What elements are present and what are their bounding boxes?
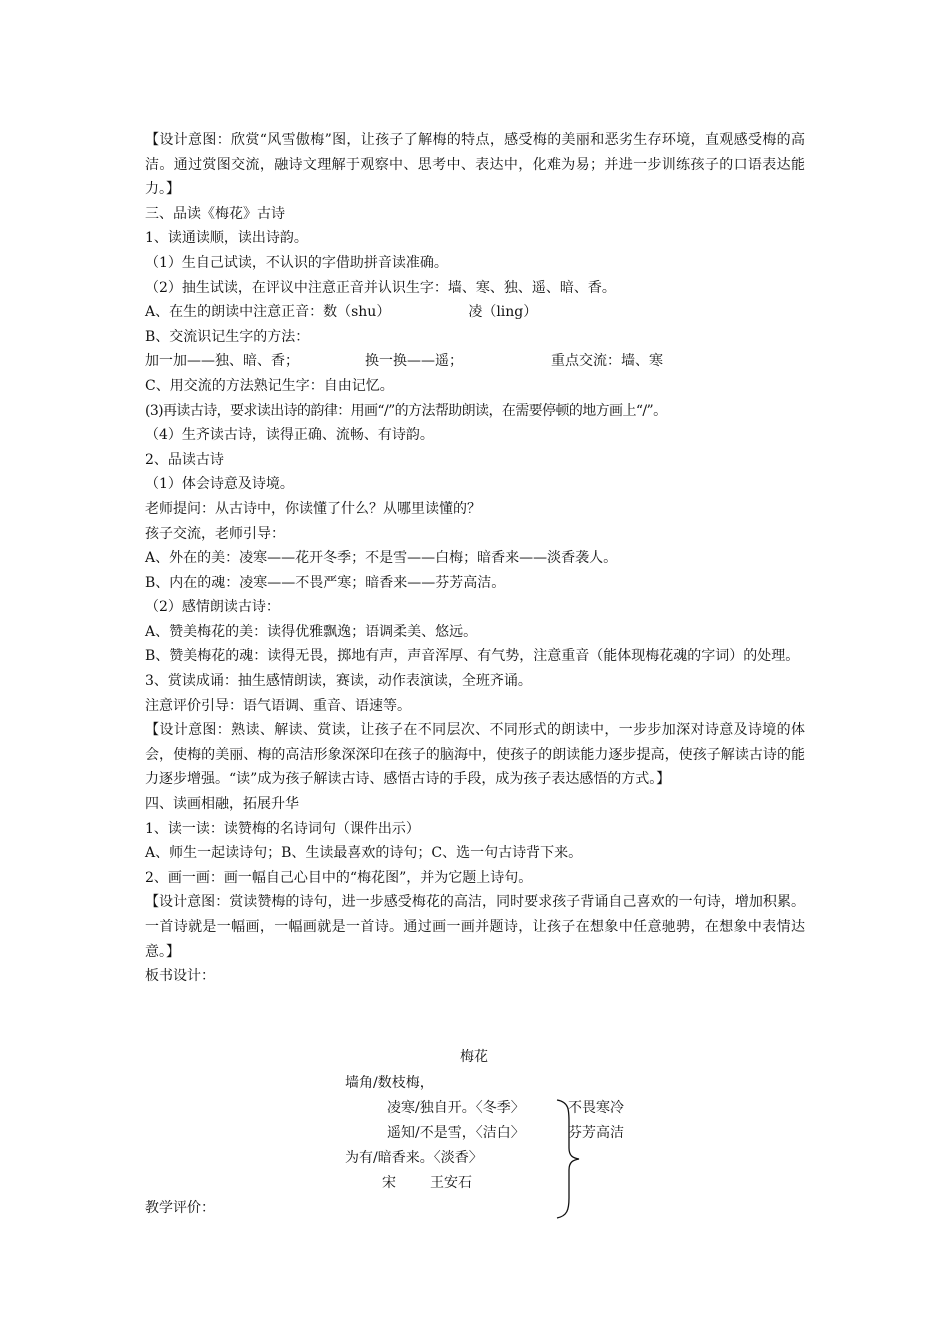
section-heading: 三、品读《梅花》古诗 xyxy=(145,205,285,222)
board-label: 板书设计： xyxy=(145,968,215,985)
design-intent-paragraph: 【设计意图：赏读赞梅的诗句，进一步感受梅花的高洁，同时要求孩子背诵自己喜欢的一句诗，增加积累。一首诗就是一幅画，一幅画就是一首诗。通过画一画并题诗，让孩子在想象中任意驰骋，在想象中表情达意。】 xyxy=(145,894,805,960)
text-line: B、交流识记生字的方法： xyxy=(145,328,310,345)
poem-author: 王安石 xyxy=(430,1175,472,1191)
evaluation-label: 教学评价： xyxy=(145,1200,215,1216)
text-line: 老师提问：从古诗中，你读懂了什么？从哪里读懂的？ xyxy=(145,500,481,517)
board-note-brave: 不畏寒冷 xyxy=(568,1100,624,1116)
board-note-pure: 芬芳高洁 xyxy=(568,1125,624,1141)
step-heading: 2、画一画：画一幅自己心目中的“梅花图”，并为它题上诗句。 xyxy=(145,869,533,886)
step-heading: 1、读一读：读赞梅的名诗词句（课件出示） xyxy=(145,820,420,837)
text-line: （4）生齐读古诗，读得正确、流畅、有诗韵。 xyxy=(145,427,434,444)
section-heading: 四、读画相融，拓展升华 xyxy=(145,796,299,813)
poem-line-4: 为有/暗香来。〈淡香〉 xyxy=(345,1150,483,1166)
text-line: （2）抽生试读，在评议中注意正音并认识生字：墙、寒、独、遥、暗、香。 xyxy=(145,279,616,296)
poem-line-3: 遥知/不是雪，〈洁白〉 xyxy=(387,1125,525,1141)
text-line: （1）生自己试读，不认识的字借助拼音读准确。 xyxy=(145,254,448,271)
text-paragraph: B、赞美梅花的魂：读得无畏，掷地有声，声音浑厚、有气势，注意重音（能体现梅花魂的字词）的处理。 xyxy=(145,648,800,665)
text-line: （1）体会诗意及诗境。 xyxy=(145,476,294,493)
curly-brace-icon xyxy=(555,1098,581,1220)
step-heading: 3、赏读成诵：抽生感情朗读，赛读，动作表演读，全班齐诵。 xyxy=(145,673,532,690)
pronunciation-ling: 凌（ling） xyxy=(468,304,538,321)
pronunciation-line xyxy=(145,300,805,325)
poem-line-2: 凌寒/独自开。〈冬季〉 xyxy=(387,1100,525,1116)
text-line: B、内在的魂：凌寒——不畏严寒；暗香来——芬芳高洁。 xyxy=(145,574,506,591)
pronunciation-shu: A、在生的朗读中注意正音：数（shu） xyxy=(145,304,391,321)
text-line: A、师生一起读诗句；B、生读最喜欢的诗句；C、选一句古诗背下来。 xyxy=(145,845,583,862)
step-heading: 2、品读古诗 xyxy=(145,451,224,468)
poem-dynasty: 宋 xyxy=(382,1175,396,1191)
text-line: C、用交流的方法熟记生字：自由记忆。 xyxy=(145,377,394,394)
text-line: A、赞美梅花的美：读得优雅飘逸；语调柔美、悠远。 xyxy=(145,623,478,640)
step-heading: 1、读通读顺，读出诗韵。 xyxy=(145,230,308,247)
text-line: （2）感情朗读古诗： xyxy=(145,599,280,616)
poem-line-1: 墙角/数枝梅， xyxy=(345,1075,434,1091)
methods-line xyxy=(145,349,805,374)
text-line: 注意评价引导：语气语调、重音、语速等。 xyxy=(145,697,411,714)
text-line: (3)再读古诗，要求读出诗的韵律：用画“/”的方法帮助朗读，在需要停顿的地方画上“/”。 xyxy=(145,402,667,419)
board-title: 梅花 xyxy=(460,1049,488,1065)
design-intent-paragraph: 【设计意图：熟读、解读、赏读，让孩子在不同层次、不同形式的朗读中，一步步加深对诗意及诗境的体会，使梅的美丽、梅的高洁形象深深印在孩子的脑海中，使孩子的朗读能力逐步提高，使孩子解读古诗的能力逐步增强。“读”成为孩子解读古诗、感悟古诗的手段，成为孩子表达感悟的方式。】 xyxy=(145,722,805,788)
method-swap: 换一换——遥； xyxy=(365,353,463,370)
method-add: 加一加——独、暗、香； xyxy=(145,353,299,370)
design-intent-paragraph: 【设计意图：欣赏“风雪傲梅”图，让孩子了解梅的特点，感受梅的美丽和恶劣生存环境，直观感受梅的高洁。通过赏图交流，融诗文理解于观察中、思考中、表达中，化难为易；并进一步训练孩子的口语表达能力。】 xyxy=(145,132,805,198)
text-line: A、外在的美：凌寒——花开冬季；不是雪——白梅；暗香来——淡香袭人。 xyxy=(145,550,618,567)
method-focus: 重点交流：墙、寒 xyxy=(551,353,663,370)
document-body xyxy=(145,128,805,989)
text-line: 孩子交流，老师引导： xyxy=(145,525,285,542)
